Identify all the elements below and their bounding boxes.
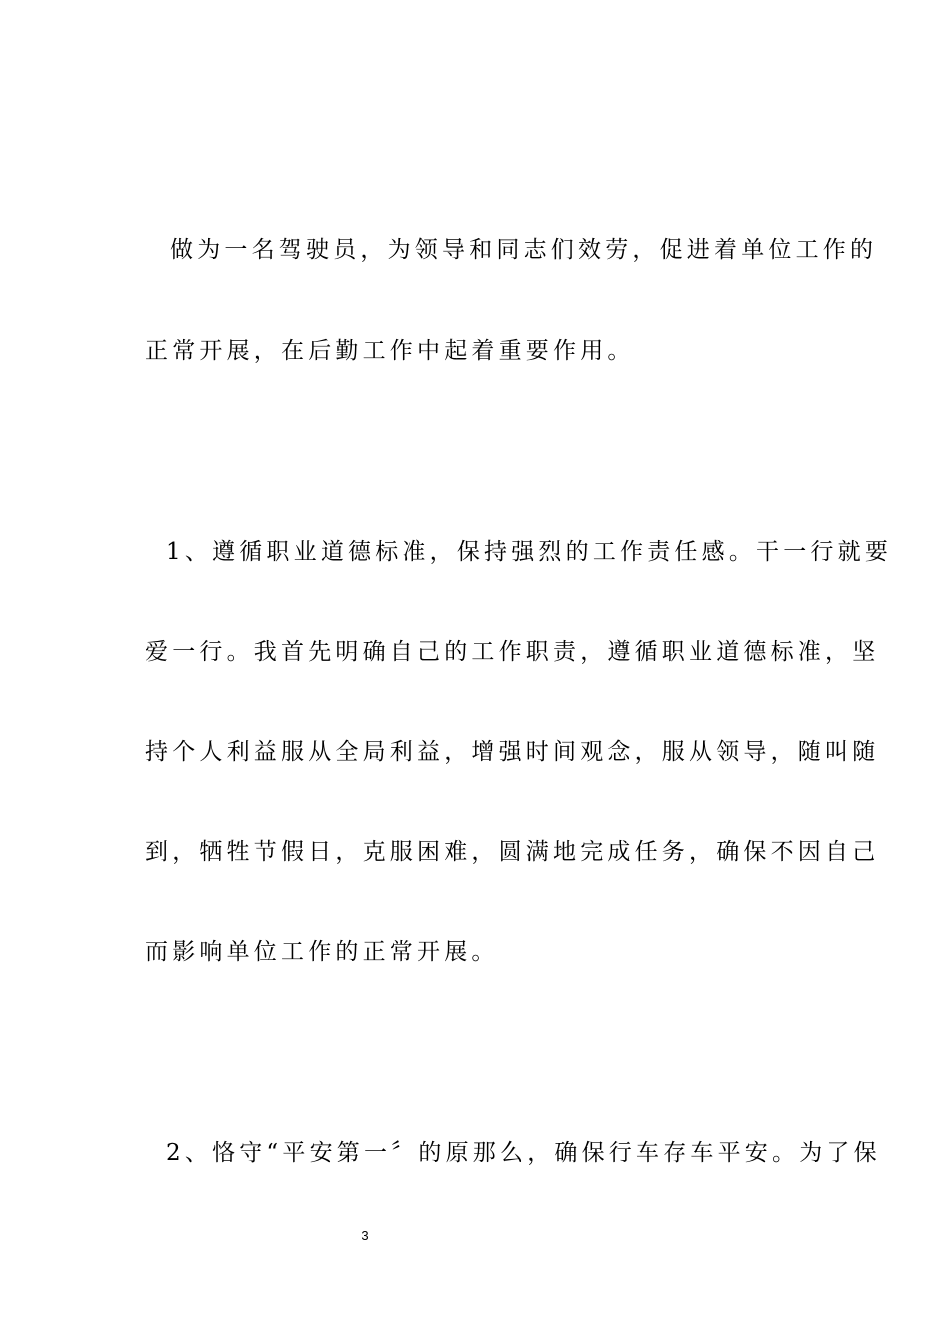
page-number: 3 [361,1228,369,1243]
text-line: 持个人利益服从全局利益，增强时间观念，服从领导，随叫随 [145,739,880,765]
text-line: 正常开展，在后勤工作中起着重要作用。 [145,338,635,364]
text-line: 爱一行。我首先明确自己的工作职责，遵循职业道德标准，坚 [145,639,880,665]
text-line: 而影响单位工作的正常开展。 [145,939,499,965]
text-line: 2、恪守“平安第一〞的原那么，确保行车存车平安。为了保 [166,1140,881,1166]
text-line: 做为一名驾驶员，为领导和同志们效劳，促进着单位工作的 [170,237,878,263]
text-line: 1、遵循职业道德标准，保持强烈的工作责任感。干一行就要 [166,539,893,565]
text-line: 到，牺牲节假日，克服困难，圆满地完成任务，确保不因自己 [145,839,880,865]
